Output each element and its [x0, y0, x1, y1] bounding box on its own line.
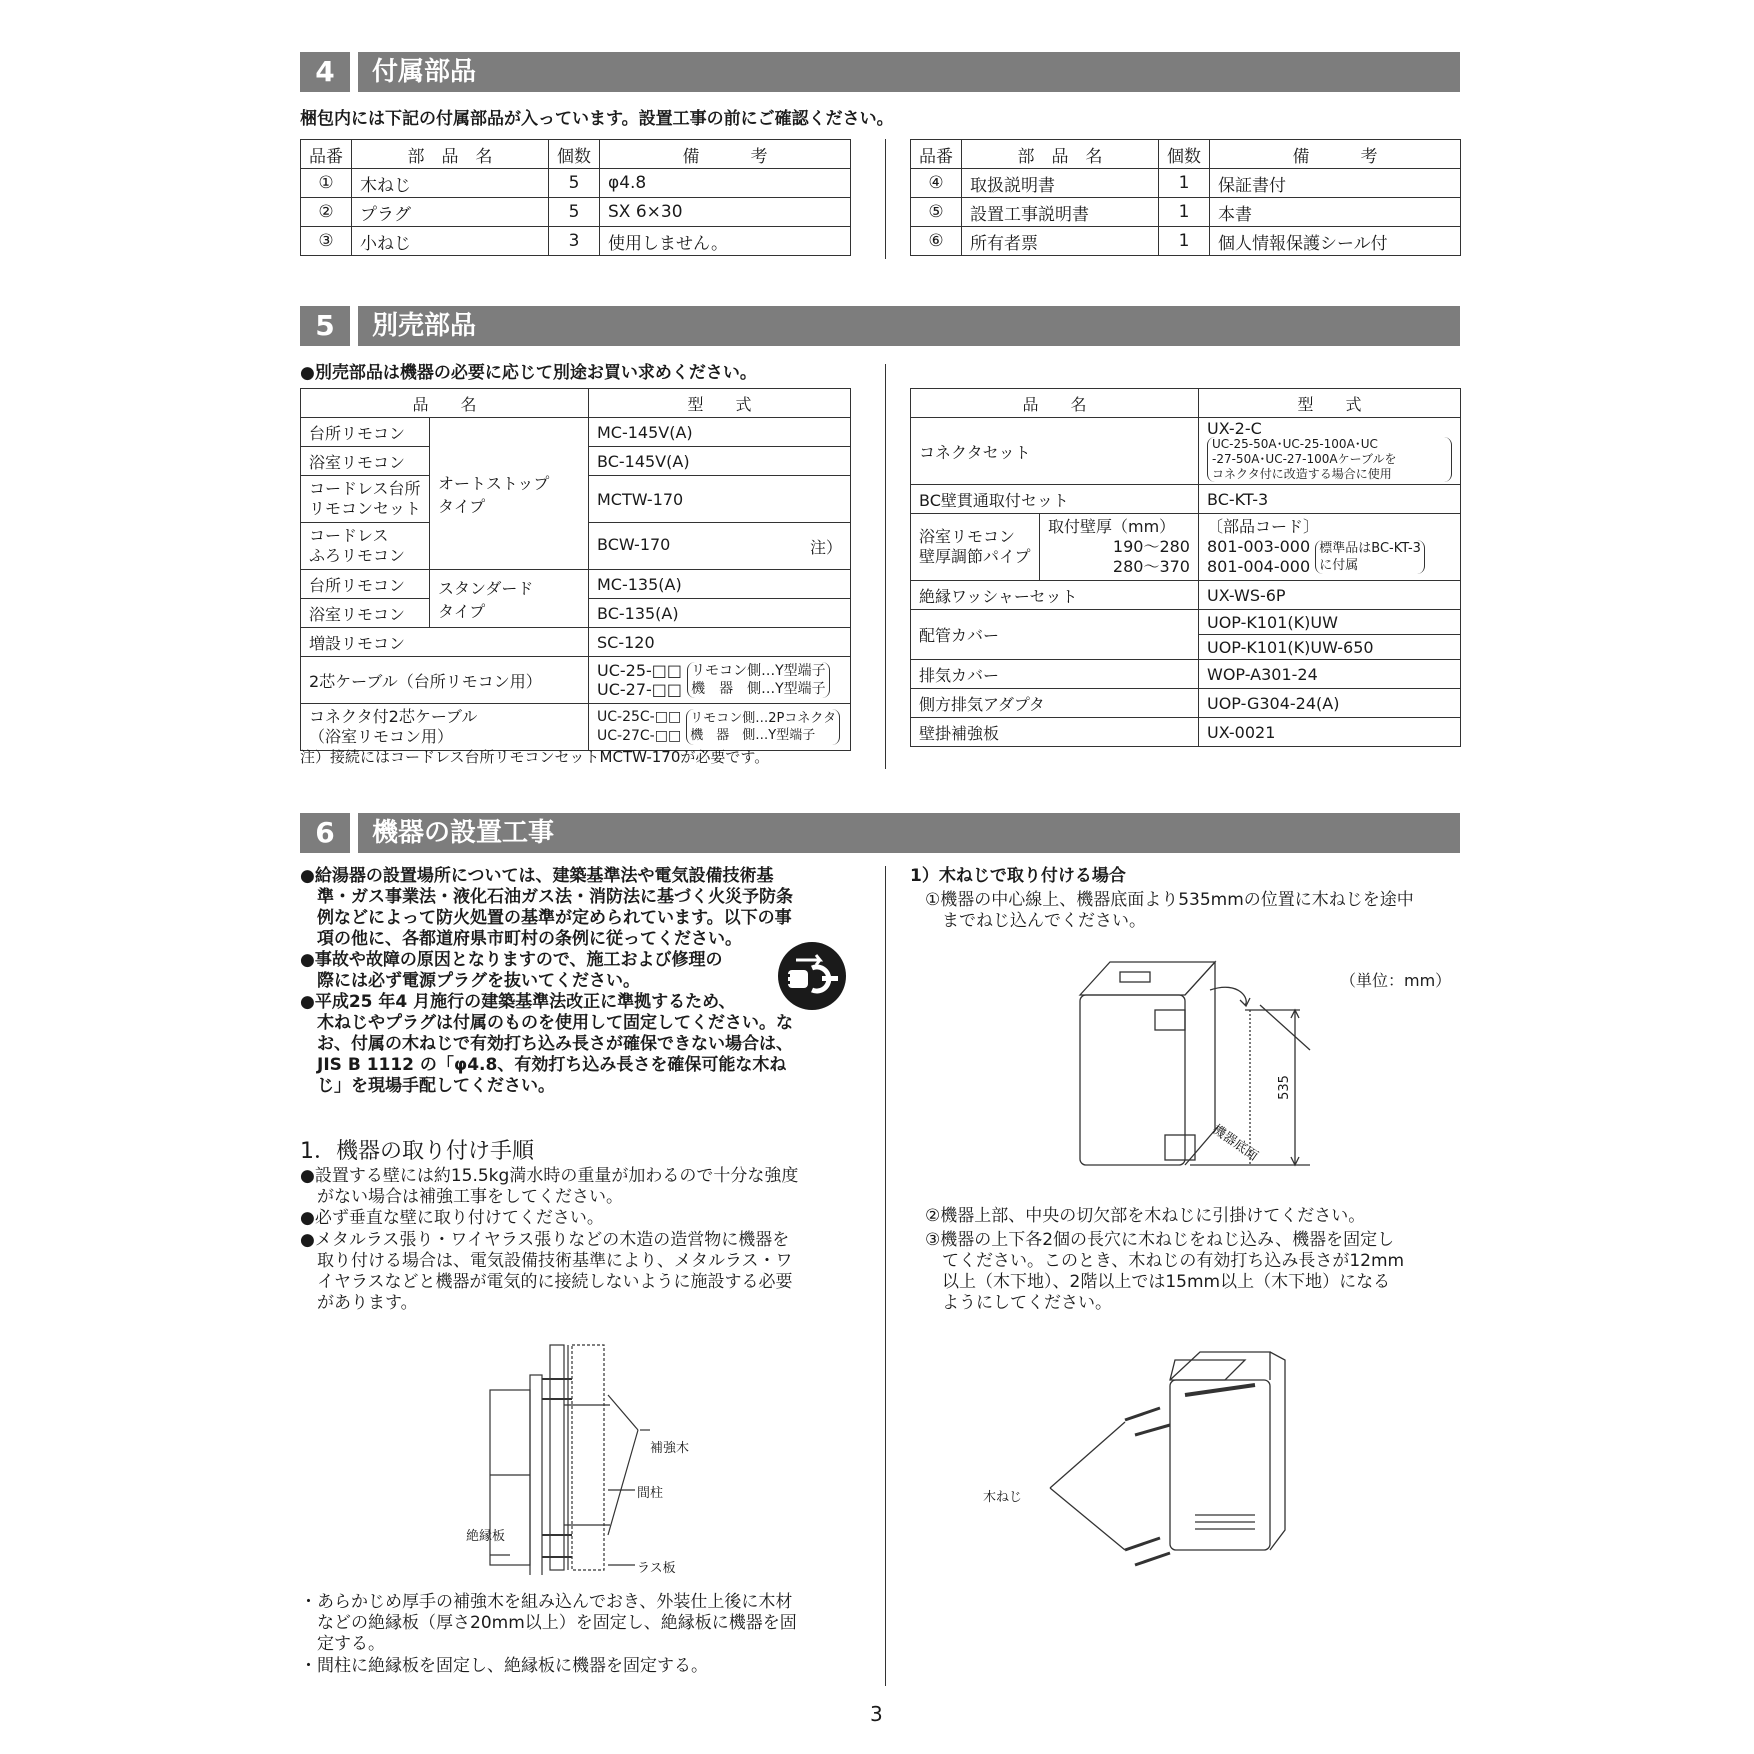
header-name: 品 名 [301, 389, 589, 418]
table-row [911, 418, 1461, 485]
part-no: ① [301, 169, 352, 198]
heater-screws-diagram [1010, 1340, 1290, 1580]
header-no: 品番 [301, 140, 352, 169]
part-name: 壁掛補強板 [911, 718, 1199, 747]
table-row [301, 169, 851, 198]
table-row [911, 718, 1461, 747]
table-row [301, 198, 851, 227]
part-note: 本書 [1210, 198, 1461, 227]
table-row [911, 660, 1461, 689]
part-name: コードレス ふろリモコン [301, 523, 430, 570]
part-model: BC-145V(A) [589, 447, 851, 476]
column-divider [885, 866, 886, 1686]
part-no: ② [301, 198, 352, 227]
optional-parts-table-left [300, 388, 851, 751]
bullet-vertical-wall: ●必ず垂直な壁に取り付けてください。 [300, 1208, 604, 1228]
header-qty: 個数 [549, 140, 600, 169]
part-name: 木ねじ [352, 169, 549, 198]
part-model: 〔部品コード〕 801-003-000 801-004-000 標準品はBC-KT-3 に付属 [1199, 514, 1461, 581]
part-qty: 5 [549, 198, 600, 227]
part-model: UOP-K101(K)UW [1199, 610, 1461, 635]
label-bottom: 機器底面 [1209, 1122, 1261, 1165]
part-name: 増設リモコン [301, 628, 589, 657]
table-row [911, 581, 1461, 610]
table-row [911, 514, 1461, 581]
part-name: 側方排気アダプタ [911, 689, 1199, 718]
part-no: ⑤ [911, 198, 962, 227]
subsection-title: 1．機器の取り付け手順 [300, 1139, 534, 1164]
table-row [911, 610, 1461, 635]
section-number: 5 [315, 309, 335, 342]
section-5-header [300, 306, 1460, 346]
section-title: 機器の設置工事 [372, 818, 555, 848]
table-row [911, 689, 1461, 718]
note-insulating-board: ・あらかじめ厚手の補強木を組み込んでおき、外装仕上後に木材 などの絶縁板（厚さ20mm以上）を固定し、絶縁板に機器を固 定する。 [300, 1592, 797, 1654]
part-model: WOP-A301-24 [1199, 660, 1461, 689]
part-model: MC-145V(A) [589, 418, 851, 447]
table-row [301, 418, 851, 447]
part-name: 排気カバー [911, 660, 1199, 689]
part-model: BC-KT-3 [1199, 485, 1461, 514]
header-model: 型 式 [1199, 389, 1461, 418]
part-model: UX-0021 [1199, 718, 1461, 747]
section-4-intro: 梱包内には下記の付属部品が入っています。設置工事の前にご確認ください。 [300, 109, 894, 129]
column-divider [885, 364, 886, 769]
page-number: 3 [870, 1702, 883, 1726]
part-note: φ4.8 [600, 169, 851, 198]
label-lath: ラス板 [637, 1561, 676, 1576]
part-qty: 5 [549, 169, 600, 198]
header-no: 品番 [911, 140, 962, 169]
part-model: UC-25C-□□ UC-27C-□□ リモコン側…2Pコネクタ 機 器 側…Y型端子 [589, 704, 851, 751]
part-no: ③ [301, 227, 352, 256]
accessory-table-left [300, 139, 851, 256]
part-name: 配管カバー [911, 610, 1199, 660]
bullet-wall-strength: ●設置する壁には約15.5kg満水時の重量が加わるので十分な強度 がない場合は補強工事をしてください。 [300, 1166, 799, 1207]
part-name: 所有者票 [962, 227, 1159, 256]
warning-screws: ●平成25 年4 月施行の建築基準法改正に準拠するため、 木ねじやプラグは付属のものを使用して固定してください。な お、付属の木ねじで有効打ち込み長さが確保できない場合は、 JIS B 1112 の「φ4.8、有効打ち込み長さを確保可能な木ね じ」を現場手配してください。 [300, 992, 793, 1096]
right-title: 1）木ねじで取り付ける場合 [910, 866, 1126, 886]
part-note: 個人情報保護シール付 [1210, 227, 1461, 256]
part-name: 浴室リモコン [301, 599, 430, 628]
section-title: 付属部品 [372, 57, 477, 87]
part-model: UX-2-C UC-25-50A･UC-25-100A･UC -27-50A･UC-27-100Aケーブルを コネクタ付に改造する場合に使用 [1199, 418, 1461, 485]
part-no: ⑥ [911, 227, 962, 256]
header-name: 品 名 [911, 389, 1199, 418]
optional-parts-table-right [910, 388, 1461, 747]
table-row [301, 704, 851, 751]
part-model: BC-135(A) [589, 599, 851, 628]
part-name: 絶縁ワッシャーセット [911, 581, 1199, 610]
part-qty: 1 [1159, 198, 1210, 227]
header-qty: 個数 [1159, 140, 1210, 169]
wall-thickness: 取付壁厚（mm） 190～280 280～370 [1040, 514, 1199, 581]
label-stud: 間柱 [637, 1486, 664, 1501]
footnote: 注）接続にはコードレス台所リモコンセットMCTW-170が必要です。 [300, 748, 770, 766]
part-model: UX-WS-6P [1199, 581, 1461, 610]
section-title: 別売部品 [372, 311, 477, 341]
label-insulator: 絶縁板 [466, 1529, 506, 1544]
part-name: 取扱説明書 [962, 169, 1159, 198]
part-model: BCW-170 注） [589, 523, 851, 570]
column-divider [885, 139, 886, 259]
part-qty: 3 [549, 227, 600, 256]
accessory-table-right [910, 139, 1461, 256]
part-name: 2芯ケーブル（台所リモコン用） [301, 657, 589, 704]
header-name: 部 品 名 [352, 140, 549, 169]
table-row [301, 227, 851, 256]
step-3: ③機器の上下各2個の長穴に木ねじをねじ込み、機器を固定し てください。このとき、木ねじの有効打ち込み長さが12mm 以上（木下地）、2階以上では15mm以上（木下地）になる ようにしてください。 [925, 1230, 1405, 1313]
table-row [911, 169, 1461, 198]
part-name: 台所リモコン [301, 418, 430, 447]
heater-dimension-diagram [1070, 950, 1320, 1180]
bullet-metal-lath: ●メタルラス張り・ワイヤラス張りなどの木造の造営物に機器を 取り付ける場合は、電気設備技術基準により、メタルラス・ワ イヤラスなどと機器が電気的に接続しないように施設する必要 があります。 [300, 1230, 793, 1313]
part-name: 台所リモコン [301, 570, 430, 599]
part-model: UOP-K101(K)UW-650 [1199, 635, 1461, 660]
header-note: 備 考 [600, 140, 851, 169]
unit-label: （単位：mm） [1340, 971, 1452, 990]
label-reinforcement: 補強木 [650, 1441, 690, 1456]
section-6-header [300, 813, 1460, 853]
part-name: プラグ [352, 198, 549, 227]
part-name: 設置工事説明書 [962, 198, 1159, 227]
table-row [911, 227, 1461, 256]
part-model: MC-135(A) [589, 570, 851, 599]
warning-power-plug: ●事故や故障の原因となりますので、施工および修理の 際には必ず電源プラグを抜いてください。 [300, 950, 723, 991]
part-no: ④ [911, 169, 962, 198]
part-name: コネクタ付2芯ケーブル （浴室リモコン用） [301, 704, 589, 751]
part-note: 保証書付 [1210, 169, 1461, 198]
header-name: 部 品 名 [962, 140, 1159, 169]
table-row [911, 198, 1461, 227]
part-model: UC-25-□□ UC-27-□□ リモコン側…Y型端子 機 器 側…Y型端子 [589, 657, 851, 704]
group-autostop: オートストップ タイプ [430, 418, 589, 570]
part-model: UOP-G304-24(A) [1199, 689, 1461, 718]
part-note: SX 6×30 [600, 198, 851, 227]
dimension-value: 535 [1276, 1075, 1292, 1100]
part-name: 小ねじ [352, 227, 549, 256]
table-row [911, 485, 1461, 514]
part-name: BC壁貫通取付セット [911, 485, 1199, 514]
header-model: 型 式 [589, 389, 851, 418]
part-model: MCTW-170 [589, 476, 851, 523]
part-qty: 1 [1159, 227, 1210, 256]
table-row [301, 657, 851, 704]
section-number: 4 [315, 55, 335, 88]
part-name: 浴室リモコン [301, 447, 430, 476]
part-qty: 1 [1159, 169, 1210, 198]
part-name: コネクタセット [911, 418, 1199, 485]
table-row [301, 628, 851, 657]
step-2: ②機器上部、中央の切欠部を木ねじに引掛けてください。 [925, 1206, 1366, 1226]
note-stud-board: ・間柱に絶縁板を固定し、絶縁板に機器を固定する。 [300, 1656, 708, 1676]
section-5-intro: ●別売部品は機器の必要に応じて別途お買い求めください。 [300, 363, 757, 383]
step-1: ①機器の中心線上、機器底面より535mmの位置に木ねじを途中 までねじ込んでください。 [925, 890, 1414, 931]
part-name: 浴室リモコン 壁厚調節パイプ [911, 514, 1040, 581]
group-standard: スタンダード タイプ [430, 570, 589, 628]
warning-regulations: ●給湯器の設置場所については、建築基準法や電気設備技術基 準・ガス事業法・液化石油ガス法・消防法に基づく火災予防条 例などによって防火処置の基準が定められています。以下の事 項の他に、各都道府県市町村の条例に従ってください。 [300, 866, 793, 949]
label-wood-screw: 木ねじ [983, 1490, 1023, 1505]
part-note: 使用しません。 [600, 227, 851, 256]
header-note: 備 考 [1210, 140, 1461, 169]
section-4-header [300, 52, 1460, 92]
section-number: 6 [315, 816, 335, 849]
part-model: SC-120 [589, 628, 851, 657]
part-name: コードレス台所 リモコンセット [301, 476, 430, 523]
table-row [301, 570, 851, 599]
